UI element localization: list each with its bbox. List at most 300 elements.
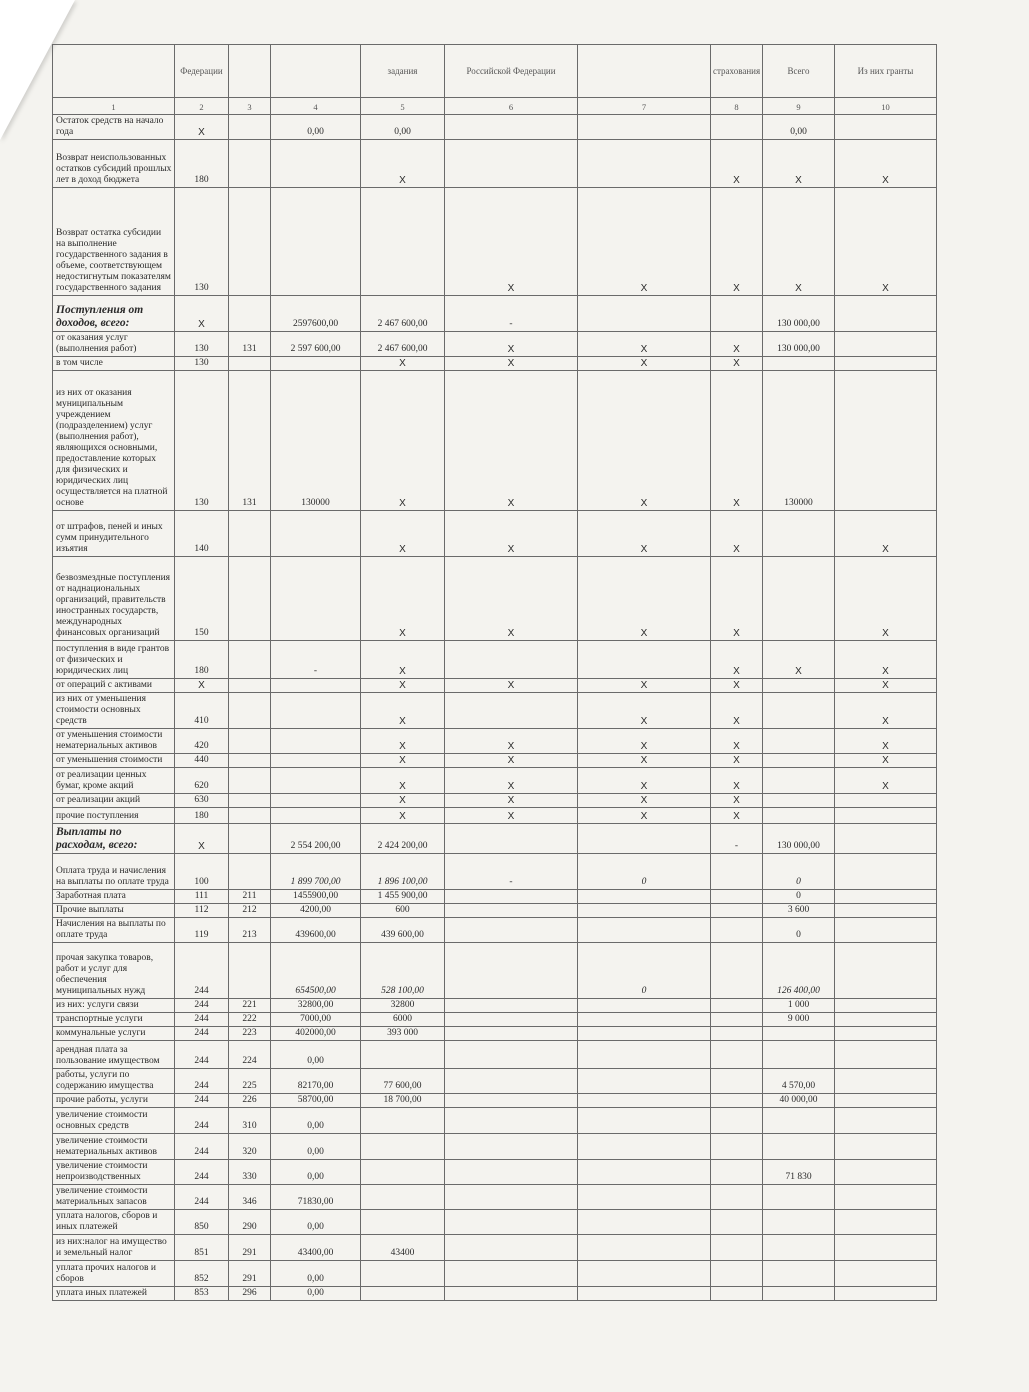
table-cell: X [361,754,445,768]
table-cell [835,918,937,943]
table-cell: 439 600,00 [361,918,445,943]
column-number: 7 [578,98,711,115]
table-cell [835,999,937,1013]
table-cell [835,1069,937,1094]
table-cell [578,824,711,854]
row-label: увеличение стоимости непроизводственных [53,1160,175,1185]
table-cell: 0,00 [271,1041,361,1069]
table-cell [763,357,835,371]
table-cell: 131 [229,371,271,511]
table-cell [711,890,763,904]
row-label: Выплаты по расходам, всего: [53,824,175,854]
table-cell [835,890,937,904]
header-cell [578,45,711,98]
table-cell: 130 [175,332,229,357]
table-row [53,918,937,943]
table-cell: 330 [229,1160,271,1185]
table-row [53,999,937,1013]
table-cell [835,1287,937,1301]
table-cell [763,1235,835,1261]
table-cell: 71830,00 [271,1185,361,1210]
table-cell [711,1013,763,1027]
row-label: Поступления от доходов, всего: [53,296,175,332]
table-cell: X [711,511,763,557]
table-cell: 130 [175,357,229,371]
table-cell: 1455900,00 [271,890,361,904]
table-cell [763,754,835,768]
table-row [53,824,937,854]
row-label: от оказания услуг (выполнения работ) [53,332,175,357]
table-cell: 131 [229,332,271,357]
table-cell [445,1185,578,1210]
table-cell [835,904,937,918]
table-cell [763,511,835,557]
table-cell: X [361,357,445,371]
table-cell: 225 [229,1069,271,1094]
table-cell: 58700,00 [271,1094,361,1108]
table-cell: 0 [763,854,835,890]
table-cell: 18 700,00 [361,1094,445,1108]
table-cell: 0,00 [271,1210,361,1235]
table-cell [835,1027,937,1041]
table-cell [578,1185,711,1210]
table-cell: X [711,641,763,679]
table-cell: X [578,729,711,754]
table-cell: X [175,296,229,332]
column-number: 2 [175,98,229,115]
row-label: прочие работы, услуги [53,1094,175,1108]
table-cell [445,1041,578,1069]
table-cell [711,1261,763,1287]
table-cell [711,854,763,890]
row-label: транспортные услуги [53,1013,175,1027]
column-number-row [53,98,937,115]
row-label: из них от оказания муниципальным учреждением (подразделением) услуг (выполнения работ), являющихся основными, предоставление которых для физических и юридических лиц осуществляется на платной основе [53,371,175,511]
table-cell: 130 000,00 [763,824,835,854]
row-label: Заработная плата [53,890,175,904]
table-cell [229,943,271,999]
row-label: поступления в виде грантов от физических и юридических лиц [53,641,175,679]
table-cell: X [711,332,763,357]
table-cell: X [445,768,578,794]
row-label: от реализации ценных бумаг, кроме акций [53,768,175,794]
table-cell: 2 467 600,00 [361,296,445,332]
column-number: 10 [835,98,937,115]
table-cell [835,357,937,371]
table-row [53,140,937,188]
table-cell: 43400 [361,1235,445,1261]
table-cell [711,1041,763,1069]
table-cell [445,1235,578,1261]
table-cell [445,1013,578,1027]
row-label: безвозмездные поступления от наднациональных организаций, правительств иностранных государств, международных финансовых организаций [53,557,175,641]
table-cell: 244 [175,1160,229,1185]
table-cell: 130 000,00 [763,296,835,332]
table-cell: - [445,296,578,332]
table-cell: X [711,693,763,729]
row-label: от уменьшения стоимости нематериальных активов [53,729,175,754]
table-cell [835,1108,937,1134]
table-cell [361,1210,445,1235]
header-cell: страхования [711,45,763,98]
table-cell: 2 467 600,00 [361,332,445,357]
table-cell [361,1134,445,1160]
header-cell: Всего [763,45,835,98]
table-row [53,1287,937,1301]
table-row [53,768,937,794]
table-cell [711,1287,763,1301]
table-cell: 291 [229,1261,271,1287]
table-cell [578,1094,711,1108]
table-cell [361,188,445,296]
table-row [53,679,937,693]
row-label: прочая закупка товаров, работ и услуг для обеспечения муниципальных нужд [53,943,175,999]
table-cell: 223 [229,1027,271,1041]
table-cell [578,1287,711,1301]
table-cell [578,918,711,943]
table-cell [835,808,937,824]
table-cell: - [271,641,361,679]
table-row [53,1094,937,1108]
table-row [53,1210,937,1235]
table-cell: 528 100,00 [361,943,445,999]
table-row [53,296,937,332]
table-cell [578,296,711,332]
table-cell [361,1185,445,1210]
table-cell [229,679,271,693]
table-row [53,1027,937,1041]
row-label: Начисления на выплаты по оплате труда [53,918,175,943]
table-cell [361,1160,445,1185]
table-cell: X [578,693,711,729]
table-cell [445,1069,578,1094]
table-cell: 224 [229,1041,271,1069]
table-cell: X [835,729,937,754]
table-cell [229,754,271,768]
row-label: от операций с активами [53,679,175,693]
table-cell: X [361,641,445,679]
table-cell [835,1013,937,1027]
table-cell [835,1185,937,1210]
table-cell: 130 [175,188,229,296]
column-number: 9 [763,98,835,115]
table-cell: X [361,768,445,794]
table-row [53,854,937,890]
row-label: Оплата труда и начисления на выплаты по оплате труда [53,854,175,890]
table-cell [578,1069,711,1094]
table-cell [711,918,763,943]
table-cell [711,1134,763,1160]
table-cell [763,693,835,729]
table-cell: 393 000 [361,1027,445,1041]
table-cell [835,1235,937,1261]
table-row [53,943,937,999]
row-label: уплата иных платежей [53,1287,175,1301]
table-cell: X [835,768,937,794]
row-label: Остаток средств на начало года [53,115,175,140]
table-cell: 402000,00 [271,1027,361,1041]
table-cell: X [361,557,445,641]
table-cell: 226 [229,1094,271,1108]
column-number: 8 [711,98,763,115]
table-cell: X [361,693,445,729]
table-cell: X [361,794,445,808]
table-cell: 130000 [763,371,835,511]
table-cell: 212 [229,904,271,918]
table-cell [578,140,711,188]
row-label: прочие поступления [53,808,175,824]
table-cell [763,1287,835,1301]
table-cell [271,729,361,754]
column-number: 4 [271,98,361,115]
table-cell [763,729,835,754]
table-cell [271,808,361,824]
table-cell: - [445,854,578,890]
table-cell: 244 [175,1027,229,1041]
table-cell [711,1160,763,1185]
table-cell [763,808,835,824]
table-cell [229,115,271,140]
table-cell: 43400,00 [271,1235,361,1261]
table-row [53,332,937,357]
table-cell: 600 [361,904,445,918]
table-cell: X [445,808,578,824]
table-cell [763,1108,835,1134]
table-cell: X [445,357,578,371]
table-cell [229,557,271,641]
table-cell: 1 000 [763,999,835,1013]
table-cell [229,188,271,296]
table-cell [835,1094,937,1108]
table-cell [578,904,711,918]
budget-table-sheet [52,44,936,1301]
table-cell [578,1041,711,1069]
table-cell [271,794,361,808]
row-label: от штрафов, пеней и иных сумм принудительного изъятия [53,511,175,557]
table-cell [229,808,271,824]
table-cell: 291 [229,1235,271,1261]
table-cell [763,794,835,808]
table-row [53,808,937,824]
table-cell: - [711,824,763,854]
table-cell: 100 [175,854,229,890]
table-cell: 0,00 [763,115,835,140]
table-cell [271,693,361,729]
table-cell [578,641,711,679]
table-cell [763,1185,835,1210]
table-cell: X [445,679,578,693]
table-cell: X [175,824,229,854]
table-cell: X [175,115,229,140]
table-cell [271,188,361,296]
table-cell: 180 [175,641,229,679]
table-cell [271,511,361,557]
table-row [53,729,937,754]
table-cell: X [445,557,578,641]
table-cell [229,768,271,794]
table-row [53,1013,937,1027]
table-cell [763,768,835,794]
table-cell [578,1235,711,1261]
table-row [53,511,937,557]
table-row [53,1108,937,1134]
table-cell: X [361,371,445,511]
table-cell: 130000 [271,371,361,511]
table-cell [229,357,271,371]
table-cell: 0 [578,943,711,999]
table-cell [445,904,578,918]
table-cell: X [578,808,711,824]
table-cell [445,1027,578,1041]
table-cell: X [578,188,711,296]
table-row [53,641,937,679]
table-cell [835,371,937,511]
table-cell: 853 [175,1287,229,1301]
table-cell: X [578,679,711,693]
table-cell: 296 [229,1287,271,1301]
table-cell: 0,00 [271,1261,361,1287]
row-label: Возврат неиспользованных остатков субсидий прошлых лет в доход бюджета [53,140,175,188]
table-cell [711,296,763,332]
table-cell: 244 [175,1013,229,1027]
table-cell [271,679,361,693]
table-cell: 290 [229,1210,271,1235]
table-cell: 244 [175,1069,229,1094]
table-cell [763,1261,835,1287]
table-cell: X [578,754,711,768]
table-cell: 244 [175,1134,229,1160]
table-cell [271,557,361,641]
table-cell: 410 [175,693,229,729]
table-cell: 222 [229,1013,271,1027]
table-cell: 1 899 700,00 [271,854,361,890]
table-cell: 130 [175,371,229,511]
table-cell [711,1235,763,1261]
table-cell [835,1210,937,1235]
table-cell [835,115,937,140]
table-cell: X [578,557,711,641]
table-cell: 2 597 600,00 [271,332,361,357]
column-number: 3 [229,98,271,115]
header-row [53,45,937,98]
table-cell: 420 [175,729,229,754]
table-cell [445,824,578,854]
table-cell [711,1108,763,1134]
table-cell: X [578,371,711,511]
table-cell [361,1041,445,1069]
table-cell [578,1013,711,1027]
table-row [53,693,937,729]
table-cell: X [763,188,835,296]
table-cell: 244 [175,1041,229,1069]
table-cell [578,999,711,1013]
table-row [53,1134,937,1160]
table-cell: 0,00 [361,115,445,140]
header-cell [53,45,175,98]
table-cell [361,1287,445,1301]
row-label: от реализации акций [53,794,175,808]
table-cell [835,332,937,357]
table-cell: 213 [229,918,271,943]
table-cell [445,693,578,729]
row-label: из них: услуги связи [53,999,175,1013]
table-cell [445,1210,578,1235]
table-cell: 150 [175,557,229,641]
table-row [53,188,937,296]
table-cell [229,641,271,679]
table-cell: 346 [229,1185,271,1210]
table-cell: 4 570,00 [763,1069,835,1094]
table-row [53,890,937,904]
table-cell: 221 [229,999,271,1013]
table-cell: 439600,00 [271,918,361,943]
table-cell: X [835,754,937,768]
table-cell [445,1160,578,1185]
table-cell [578,890,711,904]
table-cell [229,824,271,854]
table-cell: 9 000 [763,1013,835,1027]
table-cell: X [361,140,445,188]
row-label: Возврат остатка субсидии на выполнение государственного задания в объеме, соответствующем недостигнутым показателям государственного задания [53,188,175,296]
table-row [53,115,937,140]
table-cell [835,1261,937,1287]
table-cell: 130 000,00 [763,332,835,357]
header-cell: задания [361,45,445,98]
table-cell: X [711,371,763,511]
table-cell: 0,00 [271,1160,361,1185]
table-cell: 620 [175,768,229,794]
table-cell: 244 [175,999,229,1013]
table-cell [445,943,578,999]
table-cell [578,1108,711,1134]
table-cell: 320 [229,1134,271,1160]
table-cell: X [175,679,229,693]
table-cell: 244 [175,943,229,999]
table-cell: X [711,768,763,794]
header-cell [229,45,271,98]
table-cell: X [361,729,445,754]
table-cell: X [835,557,937,641]
row-label: увеличение стоимости материальных запасов [53,1185,175,1210]
table-cell: 850 [175,1210,229,1235]
table-cell: X [578,511,711,557]
table-cell [711,999,763,1013]
table-cell: X [711,679,763,693]
table-cell: 0,00 [271,1134,361,1160]
row-label: уплата налогов, сборов и иных платежей [53,1210,175,1235]
table-cell: X [711,188,763,296]
table-row [53,557,937,641]
table-cell [271,754,361,768]
table-cell [229,729,271,754]
table-row [53,1235,937,1261]
table-cell: X [578,332,711,357]
row-label: уплата прочих налогов и сборов [53,1261,175,1287]
table-cell: 2 424 200,00 [361,824,445,854]
table-cell: 0 [578,854,711,890]
table-cell: X [835,679,937,693]
row-label: из них:налог на имущество и земельный налог [53,1235,175,1261]
table-cell [445,918,578,943]
table-cell: 77 600,00 [361,1069,445,1094]
table-cell: 2597600,00 [271,296,361,332]
table-cell: 140 [175,511,229,557]
table-cell: X [578,794,711,808]
table-cell [578,1160,711,1185]
table-cell [578,1027,711,1041]
table-row [53,1160,937,1185]
table-cell: X [711,729,763,754]
